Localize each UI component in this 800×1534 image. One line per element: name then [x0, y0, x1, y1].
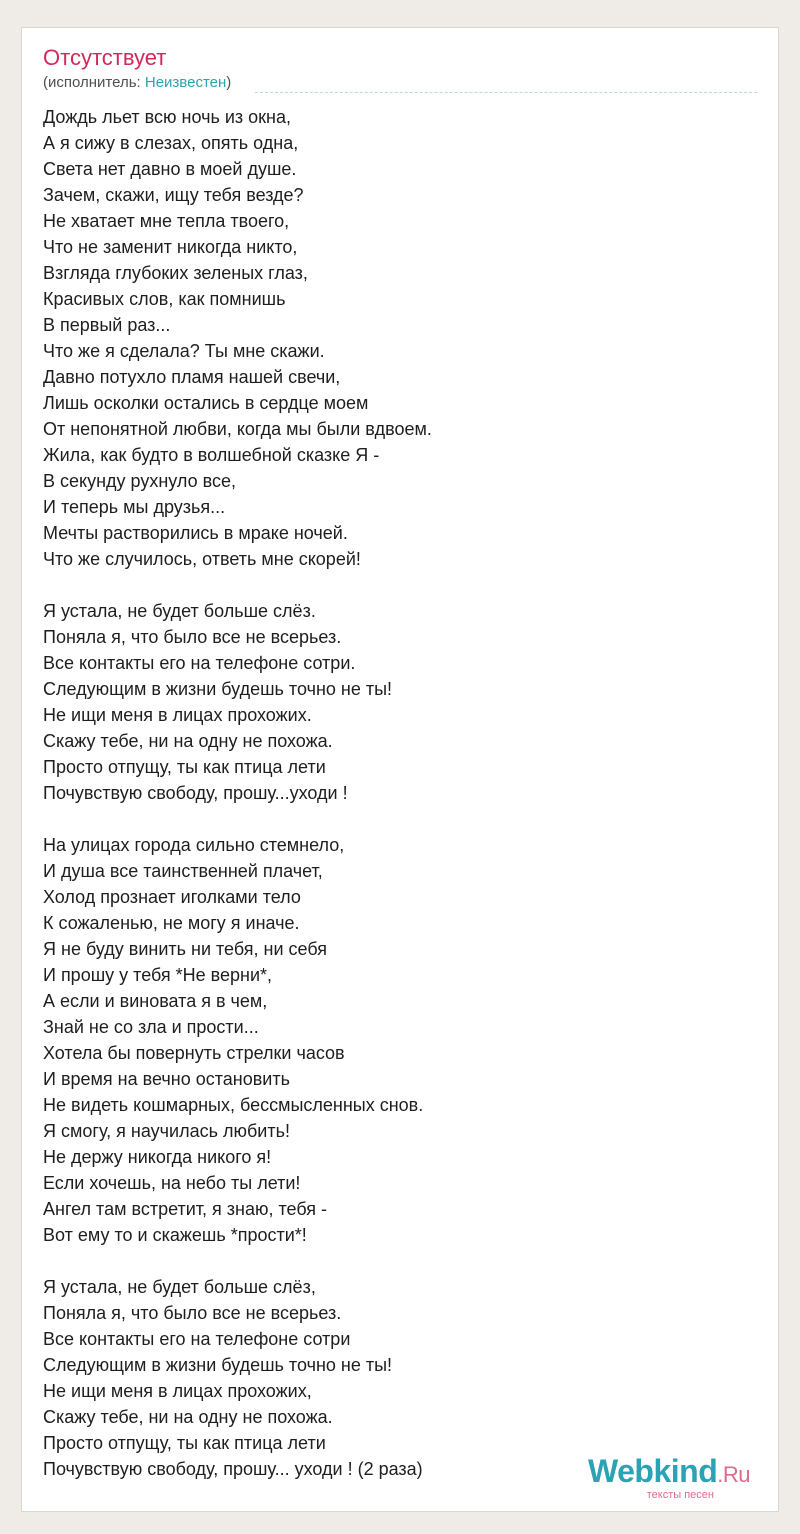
artist-prefix: (исполнитель: — [43, 74, 145, 91]
webkind-logo[interactable] — [588, 1455, 750, 1501]
lyric-line: И время на вечно остановить — [43, 1069, 290, 1089]
stanza-gap — [43, 806, 743, 832]
lyric-line: Поняла я, что было все не всерьез. — [43, 1303, 342, 1323]
stanza-gap — [43, 1248, 743, 1274]
artist-suffix: ) — [226, 74, 232, 91]
title-divider — [255, 92, 757, 93]
lyric-line: Что не заменит никогда никто, — [43, 237, 298, 257]
lyric-line: Я устала, не будет больше слёз, — [43, 1277, 316, 1297]
lyric-line: Просто отпущу, ты как птица лети — [43, 757, 326, 777]
lyric-line: Не ищи меня в лицах прохожих, — [43, 1381, 312, 1401]
logo-wordmark — [588, 1455, 750, 1491]
lyric-line: Почувствую свободу, прошу... уходи ! (2 раза) — [43, 1459, 423, 1479]
lyric-line: Почувствую свободу, прошу...уходи ! — [43, 783, 348, 803]
song-title: Отсутствует — [43, 45, 167, 70]
logo-tld-text: .Ru — [717, 1462, 750, 1487]
lyric-line: Я устала, не будет больше слёз. — [43, 601, 316, 621]
lyric-line: Если хочешь, на небо ты лети! — [43, 1173, 301, 1193]
artist-line — [43, 73, 231, 93]
lyric-line: Взгляда глубоких зеленых глаз, — [43, 263, 308, 283]
lyric-line: Вот ему то и скажешь *прости*! — [43, 1225, 307, 1245]
lyric-line: Все контакты его на телефоне сотри. — [43, 653, 356, 673]
lyric-line: Следующим в жизни будешь точно не ты! — [43, 679, 393, 699]
lyric-line: Я не буду винить ни тебя, ни себя — [43, 939, 327, 959]
lyric-line: А если и виновата я в чем, — [43, 991, 268, 1011]
lyric-line: Следующим в жизни будешь точно не ты! — [43, 1355, 393, 1375]
lyric-line: Хотела бы повернуть стрелки часов — [43, 1043, 345, 1063]
lyric-line: Зачем, скажи, ищу тебя везде? — [43, 185, 304, 205]
lyric-line: Красивых слов, как помнишь — [43, 289, 286, 309]
lyric-line: Поняла я, что было все не всерьез. — [43, 627, 342, 647]
lyrics-card — [21, 27, 779, 1512]
lyric-line: На улицах города сильно стемнело, — [43, 835, 345, 855]
lyric-line: Просто отпущу, ты как птица лети — [43, 1433, 326, 1453]
lyric-line: Ангел там встретит, я знаю, тебя - — [43, 1199, 328, 1219]
lyric-line: Не хватает мне тепла твоего, — [43, 211, 290, 231]
lyric-line: Мечты растворились в мраке ночей. — [43, 523, 348, 543]
artist-link[interactable]: Неизвестен — [144, 74, 227, 91]
lyric-line: От непонятной любви, когда мы были вдвоем. — [43, 419, 432, 439]
lyric-line: В первый раз... — [43, 315, 171, 335]
lyric-line: Холод прознает иголками тело — [43, 887, 301, 907]
stanza-gap — [43, 572, 743, 598]
lyric-line: И душа все таинственней плачет, — [43, 861, 323, 881]
lyric-line: Дождь льет всю ночь из окна, — [43, 107, 291, 127]
lyric-line: Не видеть кошмарных, бессмысленных снов. — [43, 1095, 424, 1115]
lyric-line: А я сижу в слезах, опять одна, — [43, 133, 299, 153]
lyric-line: Не ищи меня в лицах прохожих. — [43, 705, 312, 725]
logo-main-text: Webkind — [588, 1453, 718, 1489]
lyric-line: И теперь мы друзья... — [43, 497, 226, 517]
lyric-line: Что же случилось, ответь мне скорей! — [43, 549, 361, 569]
lyric-line: Лишь осколки остались в сердце моем — [43, 393, 369, 413]
lyric-line: Света нет давно в моей душе. — [43, 159, 297, 179]
lyric-line: Знай не со зла и прости... — [43, 1017, 259, 1037]
lyric-line: Жила, как будто в волшебной сказке Я - — [43, 445, 380, 465]
lyric-line: К сожаленью, не могу я иначе. — [43, 913, 300, 933]
lyrics-text — [43, 104, 743, 1482]
lyric-line: Все контакты его на телефоне сотри — [43, 1329, 351, 1349]
lyric-line: В секунду рухнуло все, — [43, 471, 236, 491]
lyric-line: Скажу тебе, ни на одну не похожа. — [43, 1407, 333, 1427]
lyric-line: Я смогу, я научилась любить! — [43, 1121, 290, 1141]
lyric-line: И прошу у тебя *Не верни*, — [43, 965, 273, 985]
lyric-line: Не держу никогда никого я! — [43, 1147, 272, 1167]
lyric-line: Давно потухло пламя нашей свечи, — [43, 367, 341, 387]
lyric-line: Что же я сделала? Ты мне скажи. — [43, 341, 325, 361]
logo-tagline: тексты песен — [646, 1489, 714, 1501]
lyric-line: Скажу тебе, ни на одну не похожа. — [43, 731, 333, 751]
